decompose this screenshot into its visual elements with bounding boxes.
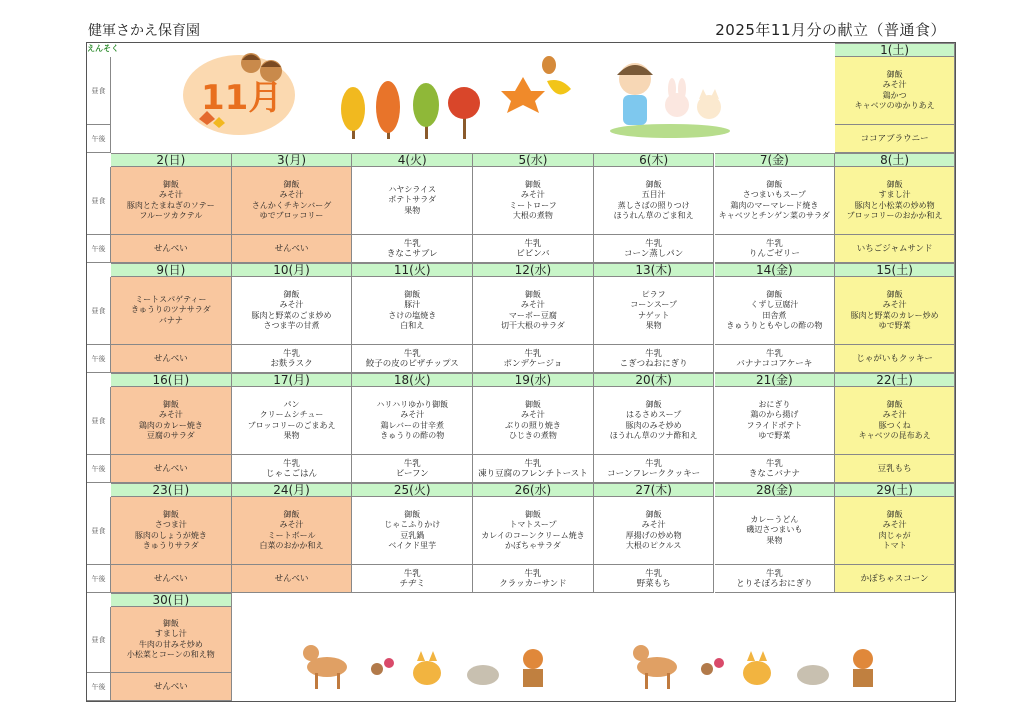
nursery-name: 健軍さかえ保育園 [88,23,200,39]
menu-calendar [86,42,956,702]
lunch-menu-cell: 御飯 みそ汁 肉じゃが トマト [835,497,955,565]
snack-menu-cell: 牛乳 餃子の皮のピザチップス [352,345,473,373]
leaves-acorn-illustration [501,55,581,115]
snack-row-label: 午後 [87,235,111,263]
snack-menu-cell: かぼちゃスコーン [835,565,955,593]
day-header: 24(月) [232,483,353,497]
children-animals-illustration [605,55,735,139]
lunch-menu-cell: 御飯 みそ汁 マーボー豆腐 切干大根のサラダ [473,277,594,345]
lunch-menu-cell: 御飯 さつまいもスープ 鶏肉のマーマレード焼き キャベツとチンゲン菜のサラダ [715,167,836,235]
lunch-menu-cell: 御飯 すまし汁 豚肉と小松菜の炒め物 ブロッコリーのおかか和え [835,167,955,235]
menu-title: 2025年11月分の献立（普通食） [715,21,946,39]
snack-menu-cell: せんべい [111,455,232,483]
day-header: 7(金) [715,153,836,167]
lunch-menu-cell: 御飯 みそ汁 厚揚げの炒め物 大根のピクルス [594,497,715,565]
lunch-menu-cell: 御飯 みそ汁 鶏かつ キャベツのゆかりあえ [835,57,955,125]
day-header: 11(火) [352,263,473,277]
snack-menu-cell: 牛乳 じゃこごはん [232,455,353,483]
snack-menu-cell: ココアブラウニー [835,125,955,153]
ensoku-label: えんそく [87,44,119,53]
day-header: 25(火) [352,483,473,497]
lunch-menu-cell: 御飯 みそ汁 豚肉と野菜のごま炒め さつま芋の甘煮 [232,277,353,345]
lunch-menu-cell: 御飯 豚汁 さけの塩焼き 白和え [352,277,473,345]
lunch-row-label: 昼食 [87,497,111,565]
snack-menu-cell: 牛乳 こぎつねおにぎり [594,345,715,373]
lunch-menu-cell: 御飯 トマトスープ カレイのコーンクリーム焼き かぼちゃサラダ [473,497,594,565]
day-header: 15(土) [835,263,955,277]
lunch-menu-cell: 御飯 五目汁 蒸しさばの照りつけ ほうれん草のごま和え [594,167,715,235]
lunch-menu-cell: おにぎり 鶏のから揚げ フライドポテト ゆで野菜 [715,387,836,455]
snack-row-label: 午後 [87,673,111,701]
day-header: 13(木) [594,263,715,277]
snack-menu-cell: 牛乳 野菜もち [594,565,715,593]
snack-menu-cell: 牛乳 きなこバナナ [715,455,836,483]
snack-menu-cell: 牛乳 ビーフン [352,455,473,483]
snack-menu-cell: せんべい [232,565,353,593]
snack-row-label: 午後 [87,345,111,373]
day-header: 5(水) [473,153,594,167]
lunch-menu-cell: 御飯 みそ汁 豚肉とたまねぎのソテー フルーツカクテル [111,167,232,235]
lunch-menu-cell: 御飯 みそ汁 鶏肉のカレー焼き 豆腐のサラダ [111,387,232,455]
lunch-menu-cell: ミートスパゲティー きゅうりのツナサラダ バナナ [111,277,232,345]
day-header: 29(土) [835,483,955,497]
snack-menu-cell: 牛乳 お麩ラスク [232,345,353,373]
day-header: 19(水) [473,373,594,387]
lunch-menu-cell: 御飯 すまし汁 牛肉の甘みそ炒め 小松菜とコーンの和え物 [111,607,232,673]
day-header: 22(土) [835,373,955,387]
snack-menu-cell: 牛乳 チヂミ [352,565,473,593]
lunch-menu-cell: 御飯 みそ汁 豚つくね キャベツの昆布あえ [835,387,955,455]
day-header: 1(土) [835,43,955,57]
snack-menu-cell: いちごジャムサンド [835,235,955,263]
day-header: 17(月) [232,373,353,387]
lunch-menu-cell: ハヤシライス ポテトサラダ 果物 [352,167,473,235]
day-header: 6(木) [594,153,715,167]
snack-menu-cell: 牛乳 ポンデケージョ [473,345,594,373]
snack-menu-cell: せんべい [111,345,232,373]
day-header: 16(日) [111,373,232,387]
lunch-row-label: 昼食 [87,277,111,345]
lunch-menu-cell: パン クリームシチュー ブロッコリーのごまあえ 果物 [232,387,353,455]
lunch-menu-cell: 御飯 じゃこふりかけ 豆乳鍋 ベイクド里芋 [352,497,473,565]
day-header: 18(火) [352,373,473,387]
snack-menu-cell: せんべい [111,565,232,593]
autumn-trees-illustration [339,79,489,143]
day-header: 26(水) [473,483,594,497]
lunch-menu-cell: 御飯 みそ汁 豚肉と野菜のカレー炒め ゆで野菜 [835,277,955,345]
snack-row-label: 午後 [87,125,111,153]
day-header: 20(木) [594,373,715,387]
lunch-menu-cell: 御飯 はるさめスープ 豚肉のみそ炒め ほうれん草のツナ酢和え [594,387,715,455]
lunch-row-label: 昼食 [87,607,111,673]
day-header: 14(金) [715,263,836,277]
day-header: 10(月) [232,263,353,277]
snack-menu-cell: じゃがいもクッキー [835,345,955,373]
lunch-menu-cell: 御飯 さつま汁 豚肉のしょうが焼き きゅうりサラダ [111,497,232,565]
day-header: 4(火) [352,153,473,167]
snack-menu-cell: 豆乳もち [835,455,955,483]
snack-menu-cell: 牛乳 クラッカーサンド [473,565,594,593]
day-header: 23(日) [111,483,232,497]
snack-menu-cell: 牛乳 バナナココアケーキ [715,345,836,373]
lunch-menu-cell: ハリハリゆかり御飯 みそ汁 鶏レバーの甘辛煮 きゅうりの酢の物 [352,387,473,455]
snack-menu-cell: 牛乳 とりそぼろおにぎり [715,565,836,593]
lunch-menu-cell: 御飯 くずし豆腐汁 田舎煮 きゅうりともやしの酢の物 [715,277,836,345]
day-header: 2(日) [111,153,232,167]
snack-menu-cell: 牛乳 りんごゼリー [715,235,836,263]
lunch-menu-cell: 御飯 みそ汁 さんかくチキンバーグ ゆでブロッコリー [232,167,353,235]
day-header: 27(木) [594,483,715,497]
month-badge-text: 11月 [201,78,283,118]
snack-row-label: 午後 [87,565,111,593]
snack-row-label: 午後 [87,455,111,483]
animals-border-illustration [287,633,927,693]
snack-menu-cell: 牛乳 きなこサブレ [352,235,473,263]
day-header: 28(金) [715,483,836,497]
snack-menu-cell: 牛乳 凍り豆腐のフレンチトースト [473,455,594,483]
snack-menu-cell: 牛乳 ビビンバ [473,235,594,263]
lunch-row-label: 昼食 [87,57,111,125]
day-header: 21(金) [715,373,836,387]
month-badge-illustration [179,49,299,137]
snack-menu-cell: 牛乳 コーン蒸しパン [594,235,715,263]
day-header: 3(月) [232,153,353,167]
day-header: 9(日) [111,263,232,277]
snack-menu-cell: せんべい [111,673,232,701]
lunch-menu-cell: カレーうどん 磯辺さつまいも 果物 [715,497,836,565]
snack-menu-cell: 牛乳 コーンフレーククッキー [594,455,715,483]
day-header: 8(土) [835,153,955,167]
lunch-menu-cell: ピラフ コーンスープ ナゲット 果物 [594,277,715,345]
snack-menu-cell: せんべい [111,235,232,263]
lunch-menu-cell: 御飯 みそ汁 ミートローフ 大根の煮物 [473,167,594,235]
lunch-row-label: 昼食 [87,387,111,455]
day-header: 30(日) [111,593,232,607]
snack-menu-cell: せんべい [232,235,353,263]
lunch-menu-cell: 御飯 みそ汁 ぶりの照り焼き ひじきの煮物 [473,387,594,455]
lunch-row-label: 昼食 [87,167,111,235]
lunch-menu-cell: 御飯 みそ汁 ミートボール 白菜のおかか和え [232,497,353,565]
day-header: 12(水) [473,263,594,277]
